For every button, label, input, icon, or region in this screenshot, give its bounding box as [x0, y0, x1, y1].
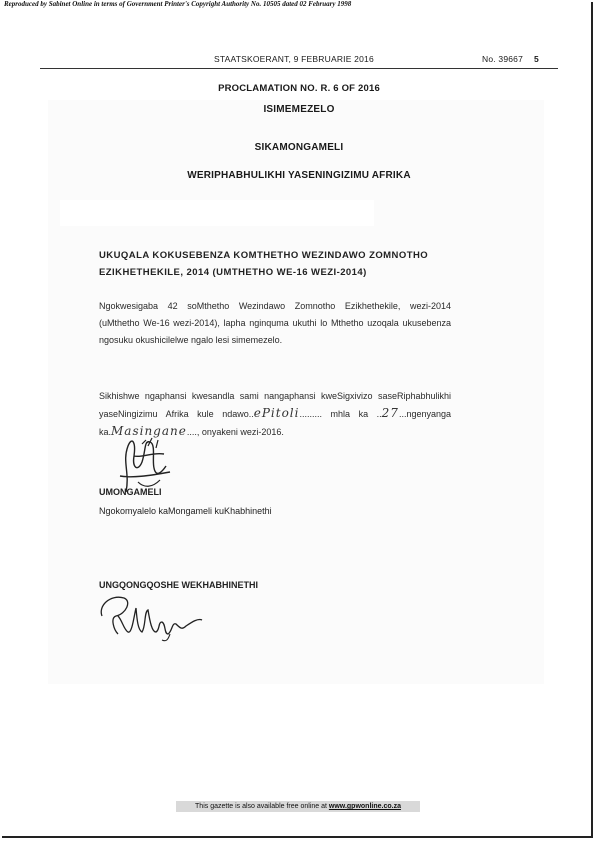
footer-text: This gazette is also available free online at [195, 803, 329, 810]
footer-notice [176, 801, 420, 812]
minister-label: UNGQONGQOSHE WEKHABHINETHI [99, 580, 259, 590]
gazette-title: STAATSKOERANT, 9 FEBRUARIE 2016 [214, 54, 374, 64]
proclamation-heading-3: WERIPHABHULIKHI YASENINGIZIMU AFRIKA [187, 170, 411, 181]
blank-region [60, 200, 374, 226]
president-label: UMONGAMELI [99, 487, 162, 497]
minister-signature [96, 586, 206, 644]
signing-text-4: ...., onyakeni wezi-2016. [186, 427, 284, 437]
handwritten-month: Masingane [111, 424, 187, 438]
proclamation-number: PROCLAMATION NO. R. 6 OF 2016 [218, 83, 380, 94]
footer-link[interactable]: www.gpwonline.co.za [328, 803, 401, 810]
running-header [40, 52, 558, 69]
page-number: 5 [534, 54, 539, 64]
signing-text-3: ...ngenyanga ka. [99, 409, 451, 437]
reproduction-notice: Reproduced by Sabinet Online in terms of Government Printer's Copyright Authority No. 10505 dated 02 February 1998 [4, 0, 352, 8]
signing-text-1: Sikhishwe ngaphansi kwesandla sami nangaphansi kweSigxivizo saseRiphabhulikhi yaseNingizimu Afrika kule ndawo.. [99, 391, 451, 419]
proclamation-heading-1: ISIMEMEZELO [263, 104, 335, 115]
commencement-paragraph: Ngokwesigaba 42 soMthetho Wezindawo Zomnotho Ezikhethekile, wezi-2014 (uMthetho We-16 wezi-2014), lapha nginquma ukuthi lo Mthetho uzoqala ukusebenza ngosuku okushicilelwe ngalo lesi simemezelo. [99, 301, 451, 345]
president-order-label: Ngokomyalelo kaMongameli kuKhabhinethi [99, 506, 272, 516]
issue-number: No. 39667 [482, 54, 524, 64]
act-title-line-1: UKUQALA KOKUSEBENZA KOMTHETHO WEZINDAWO ZOMNOTHO [99, 250, 429, 261]
handwritten-place: ePitoli [253, 406, 300, 420]
signing-text-2: ......... mhla ka .. [299, 409, 382, 419]
proclamation-heading-2: SIKAMONGAMELI [254, 142, 344, 153]
act-title-line-2: EZIKHETHEKILE, 2014 (UMTHETHO WE-16 WEZI-2014) [99, 267, 367, 278]
handwritten-day: 27 [381, 406, 399, 420]
